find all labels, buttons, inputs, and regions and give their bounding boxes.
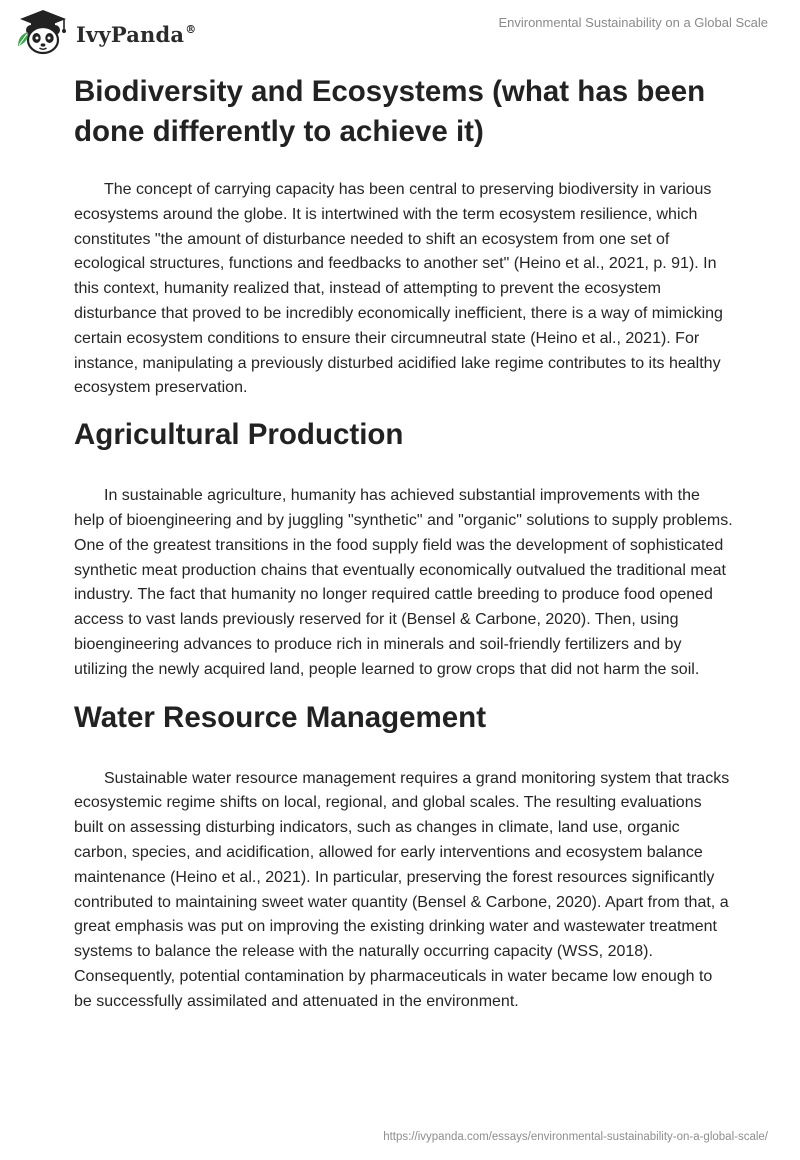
logo-wordmark: IvyPanda®: [76, 21, 197, 47]
essay-content: [74, 72, 734, 1015]
ivypanda-logo[interactable]: [14, 8, 196, 56]
document-title: Environmental Sustainability on a Global Scale: [498, 15, 768, 30]
section-paragraph-water: Sustainable water resource management requires a grand monitoring system that tracks ecosystemic regime shifts on local, regional, and global scales. The resulting evaluations built on assessing disturbing indicators, such as changes in climate, land use, organic carbon, species, and acidification, allowed for early interventions and ecosystem balance maintenance (Heino et al., 2021). In particular, preserving the forest resources significantly contributed to maintaining sweet water quantity (Bensel & Carbone, 2020). Apart from that, a great emphasis was put on improving the existing drinking water and wastewater treatment systems to balance the release with the naturally occurring capacity (WSS, 2018). Consequently, potential contamination by pharmaceuticals in water became low enough to be successfully assimilated and attenuated in the environment.: [74, 769, 730, 1010]
section-heading-biodiversity: Biodiversity and Ecosystems (what has been done differently to achieve it): [74, 75, 706, 148]
source-url-link[interactable]: https://ivypanda.com/essays/environmental-sustainability-on-a-global-scale/: [383, 1131, 768, 1143]
panda-graduate-icon: [14, 8, 72, 56]
section-heading-water: Water Resource Management: [74, 700, 487, 734]
section-paragraph-agriculture: In sustainable agriculture, humanity has achieved substantial improvements with the help of bioengineering and by juggling "synthetic" and "organic" solutions to supply problems. One of the greatest transitions in the food supply field was the development of sophisticated synthetic meat production chains that eventually economically outvalued the traditional meat industry. The fact that humanity no longer required cattle breeding to produce food opened access to vast lands previously reserved for it (Bensel & Carbone, 2020). Then, using bioengineering advances to produce rich in minerals and soil-friendly fertilizers and by utilizing the newly acquired land, people learned to grow crops that did not harm the soil.: [74, 487, 733, 678]
section-heading-agriculture: Agricultural Production: [74, 418, 404, 452]
section-paragraph-biodiversity: The concept of carrying capacity has been central to preserving biodiversity in various ecosystems around the globe. It is intertwined with the term ecosystem resilience, which constitutes "the amount of disturbance needed to shift an ecosystem from one set of ecological structures, functions and feedbacks to another set" (Heino et al., 2021, p. 91). In this context, humanity realized that, instead of attempting to prevent the ecosystem disturbance that proved to be incredibly economically inefficient, there is a way of mimicking certain ecosystem conditions to ensure their circumneutral state (Heino et al., 2021). For instance, manipulating a previously disturbed acidified lake regime contributes to its healthy ecosystem preservation.: [74, 181, 723, 397]
page-header: [0, 0, 800, 60]
